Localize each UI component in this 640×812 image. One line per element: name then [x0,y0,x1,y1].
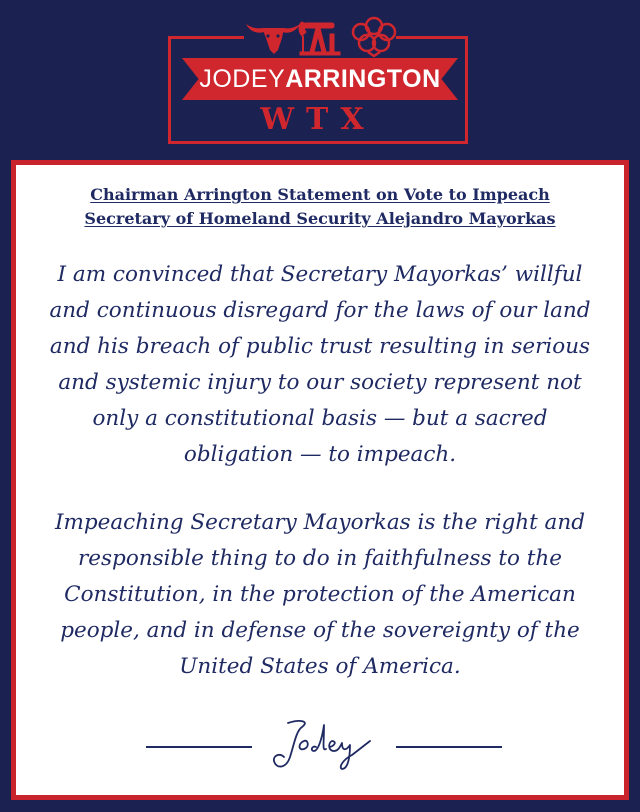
logo-region: WTX [260,102,376,137]
statement-card [11,160,629,800]
logo-last-name: ARRINGTON [285,65,441,93]
oil-pump-icon [299,22,340,55]
longhorn-icon [246,24,300,54]
jodey-arrington-logo [0,0,640,160]
signature-block [16,711,624,771]
statement-headline [16,183,624,231]
signature [266,715,386,775]
statement-paragraph-2: Impeaching Secretary Mayorkas is the right and responsible thing to do in faithfulness to the Constitution, in the protection of the American people, and in defense of the sovereignty of the United States of America. [55,510,585,679]
headline-line-2: Secretary of Homeland Security Alejandro Mayorkas [84,209,556,228]
logo-icons [0,10,640,58]
statement-paragraph-1: I am convinced that Secretary Mayorkas’ willful and continuous disregard for the laws of our land and his breach of public trust resulting in serious and systemic injury to our society represent not only a constitutional basis — but a sacred obligation — to impeach. [49,262,591,467]
signature-rule-right [396,746,502,748]
headline-line-1: Chairman Arrington Statement on Vote to Impeach [90,185,550,204]
logo-wordmark [182,58,458,100]
logo-first-name: JODEY [199,65,286,93]
cotton-icon [353,18,395,56]
signature-rule-left [146,746,252,748]
